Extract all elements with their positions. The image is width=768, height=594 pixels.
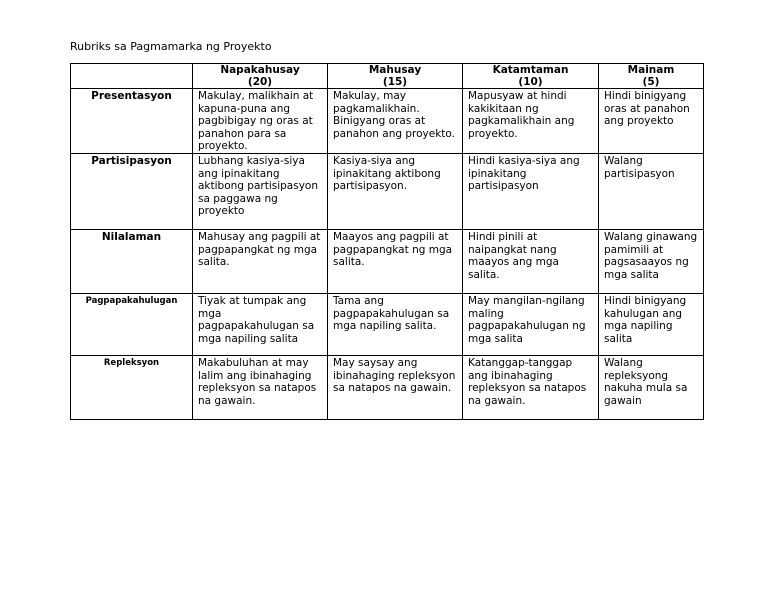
table-row — [71, 355, 704, 419]
table-cell: Hindi binigyang oras at panahon ang proyekto — [599, 89, 704, 154]
table-cell: Hindi pinili at naipangkat nang maayos ang mga salita. — [463, 229, 599, 293]
table-cell: Walang partisipasyon — [599, 153, 704, 229]
table-cell: May mangilan-ngilang maling pagpapakahulugan ng mga salita — [463, 293, 599, 355]
table-cell: Lubhang kasiya-siya ang ipinakitang aktibong partisipasyon sa paggawa ng proyekto — [193, 153, 328, 229]
header-level-name: Katamtaman — [492, 64, 569, 76]
table-cell: Makabuluhan at may lalim ang ibinahaging repleksyon sa natapos na gawain. — [193, 355, 328, 419]
criterion-cell: Partisipasyon — [71, 153, 193, 229]
criterion-cell: Pagpapakahulugan — [71, 293, 193, 355]
table-cell: Katanggap-tanggap ang ibinahaging repleksyon sa natapos na gawain. — [463, 355, 599, 419]
header-level-points: (10) — [518, 76, 543, 88]
document-title: Rubriks sa Pagmamarka ng Proyekto — [70, 40, 272, 53]
rubric-table — [70, 63, 704, 420]
header-katamtaman — [463, 64, 599, 89]
table-cell: Tiyak at tumpak ang mga pagpapakahulugan sa mga napiling salita — [193, 293, 328, 355]
table-cell: Hindi binigyang kahulugan ang mga napiling salita — [599, 293, 704, 355]
header-level-name: Mainam — [627, 64, 675, 76]
header-level-points: (5) — [642, 76, 660, 88]
table-row — [71, 89, 704, 154]
table-cell: Makulay, malikhain at kapuna-puna ang pagbibigay ng oras at panahon para sa proyekto. — [193, 89, 328, 154]
header-corner — [71, 64, 193, 89]
header-mainam — [599, 64, 704, 89]
table-cell: Tama ang pagpapakahulugan sa mga napiling salita. — [328, 293, 463, 355]
header-level-name: Napakahusay — [220, 64, 300, 76]
table-cell: Maayos ang pagpili at pagpapangkat ng mga salita. — [328, 229, 463, 293]
table-cell: Makulay, may pagkamalikhain. Binigyang oras at panahon ang proyekto. — [328, 89, 463, 154]
header-level-points: (15) — [382, 76, 408, 88]
table-row — [71, 293, 704, 355]
table-cell: Hindi kasiya-siya ang ipinakitang partisipasyon — [463, 153, 599, 229]
header-mahusay — [328, 64, 463, 89]
header-level-points: (20) — [247, 76, 273, 88]
criterion-cell: Nilalaman — [71, 229, 193, 293]
table-row — [71, 229, 704, 293]
table-cell: Mahusay ang pagpili at pagpapangkat ng mga salita. — [193, 229, 328, 293]
table-cell: Kasiya-siya ang ipinakitang aktibong partisipasyon. — [328, 153, 463, 229]
criterion-cell: Presentasyon — [71, 89, 193, 154]
table-cell: Walang repleksyong nakuha mula sa gawain — [599, 355, 704, 419]
table-row — [71, 153, 704, 229]
table-cell: Mapusyaw at hindi kakikitaan ng pagkamalikhain ang proyekto. — [463, 89, 599, 154]
table-cell: May saysay ang ibinahaging repleksyon sa natapos na gawain. — [328, 355, 463, 419]
criterion-cell: Repleksyon — [71, 355, 193, 419]
table-cell: Walang ginawang pamimili at pagsasaayos ng mga salita — [599, 229, 704, 293]
header-level-name: Mahusay — [368, 64, 422, 76]
header-row — [71, 64, 704, 89]
header-napakahusay — [193, 64, 328, 89]
